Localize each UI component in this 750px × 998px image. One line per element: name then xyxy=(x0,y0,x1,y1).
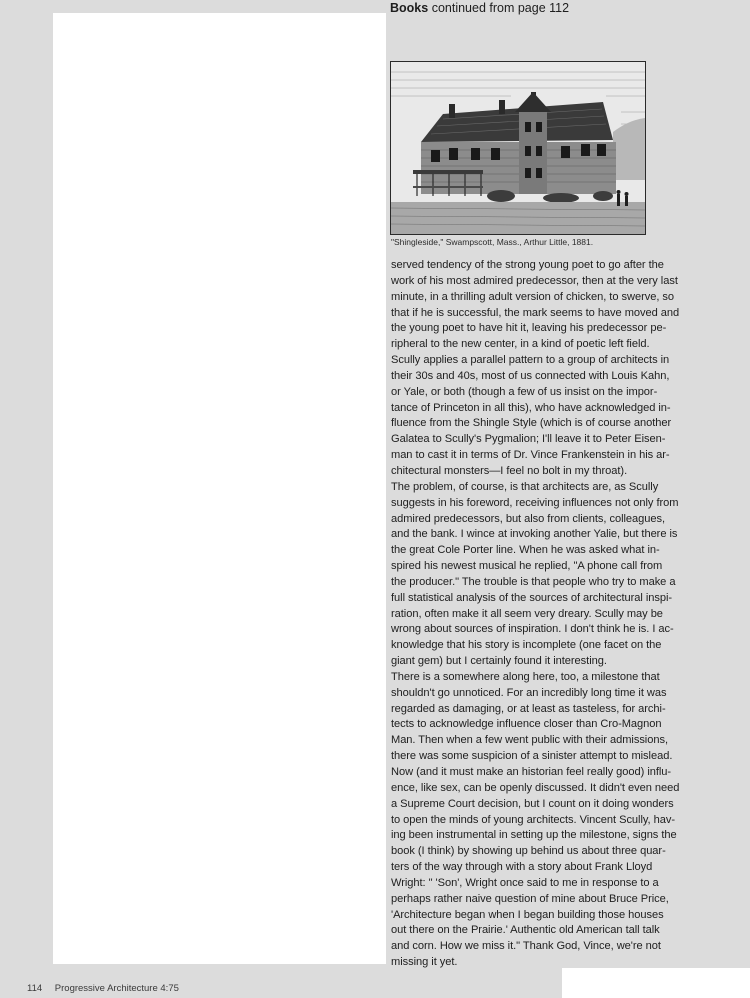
text-line: to open the minds of young architects. Vincent Scully, hav- xyxy=(391,813,676,826)
figure-caption: "Shingleside," Swampscott, Mass., Arthur Little, 1881. xyxy=(391,237,594,247)
text-line: chitectural monsters—I feel no bolt in my throat). xyxy=(391,464,628,477)
text-line: Galatea to Scully's Pygmalion; I'll leave it to Peter Eisen- xyxy=(391,433,666,446)
text-line: book (I think) by showing up behind us about three quar- xyxy=(391,845,666,858)
house-engraving-icon xyxy=(390,61,646,235)
text-line: the producer." The trouble is that people who try to make a xyxy=(391,575,676,588)
text-line: admired predecessors, but also from clients, colleagues, xyxy=(391,512,666,525)
text-line: and the bank. I wince at invoking another Yalie, but there is xyxy=(391,528,678,541)
article-body xyxy=(391,258,721,971)
journal-name: Progressive Architecture 4:75 xyxy=(54,983,179,994)
text-line: Now (and it must make an historian feel really good) influ- xyxy=(391,766,672,778)
text-line: perhaps rather naive question of mine about Bruce Price, xyxy=(391,892,669,905)
text-line: regarded as damaging, or at least as tasteless, for archi- xyxy=(391,702,666,715)
text-line: ing been instrumental in setting up the milestone, signs the xyxy=(391,829,677,842)
text-line: knowledge that his story is incomplete (one facet on the xyxy=(391,639,662,652)
text-line: work of his most admired predecessor, then at the very last xyxy=(391,274,678,287)
text-line: fluence from the Shingle Style (which is of course another xyxy=(391,417,672,430)
text-line: full statistical analysis of the sources of architectural inspi- xyxy=(391,591,673,604)
text-line: ration, often make it all seem very dreary. Scully may be xyxy=(391,607,663,620)
text-line: out there on the Prairie.' Authentic old American tall talk xyxy=(391,924,660,937)
text-line: minute, in a thrilling adult version of chicken, to swerve, so xyxy=(391,290,675,303)
section-title: Books xyxy=(390,1,429,15)
section-continuation: continued from page 112 xyxy=(431,1,570,15)
text-line: or Yale, or both (though a few of us insist on the impor- xyxy=(391,385,658,398)
text-line: and corn. How we miss it." Thank God, Vince, we're not xyxy=(391,940,661,953)
text-line: Man. Then when a few went public with their admissions, xyxy=(391,734,668,747)
text-line: shouldn't go unnoticed. For an incredibly long time it was xyxy=(391,686,667,699)
text-line: man to cast it in terms of Dr. Vince Frankenstein in his ar- xyxy=(391,449,670,462)
text-line: Wright: " 'Son', Wright once said to me in response to a xyxy=(391,876,659,889)
section-header xyxy=(390,0,569,16)
text-line: tance of Princeton in all this), who have acknowledged in- xyxy=(391,401,671,414)
text-line: their 30s and 40s, most of us connected with Louis Kahn, xyxy=(391,369,670,382)
text-line: the young poet to have hit it, leaving his predecessor pe- xyxy=(391,322,667,335)
text-line: Scully applies a parallel pattern to a group of architects in xyxy=(391,354,670,367)
text-line: ters of the way through with a story about Frank Lloyd xyxy=(391,861,653,874)
text-line: ripheral to the new center, in a kind of poetic left field. xyxy=(391,338,650,351)
blank-corner xyxy=(562,968,750,998)
text-line: a Supreme Court decision, but I count on it doing wonders xyxy=(391,797,674,810)
text-line: the great Cole Porter line. When he was asked what in- xyxy=(391,544,660,557)
page-footer xyxy=(27,983,179,995)
page-number: 114 xyxy=(27,983,43,994)
text-line: tects to acknowledge influence closer than Cro-Magnon xyxy=(391,718,662,731)
text-line: 'Architecture began when I began building those houses xyxy=(391,908,664,921)
text-line: missing it yet. xyxy=(391,956,458,969)
text-line: served tendency of the strong young poet to go after the xyxy=(391,259,664,271)
text-line: suggests in his foreword, receiving influences not only from xyxy=(391,496,679,509)
text-line: spired his newest musical he replied, "A phone call from xyxy=(391,560,663,573)
text-line: The problem, of course, is that architects are, as Scully xyxy=(391,480,659,493)
text-line: giant gem) but I certainly found it interesting. xyxy=(391,655,607,668)
text-line: ence, like sex, can be openly discussed. It didn't even need xyxy=(391,781,680,794)
text-line: wrong about sources of inspiration. I don't think he is. I ac- xyxy=(391,623,674,636)
text-line: There is a somewhere along here, too, a milestone that xyxy=(391,670,660,683)
blank-region xyxy=(53,13,386,964)
text-line: there was some suspicion of a sinister attempt to mislead. xyxy=(391,750,673,763)
text-line: that if he is successful, the mark seems to have moved and xyxy=(391,306,680,319)
